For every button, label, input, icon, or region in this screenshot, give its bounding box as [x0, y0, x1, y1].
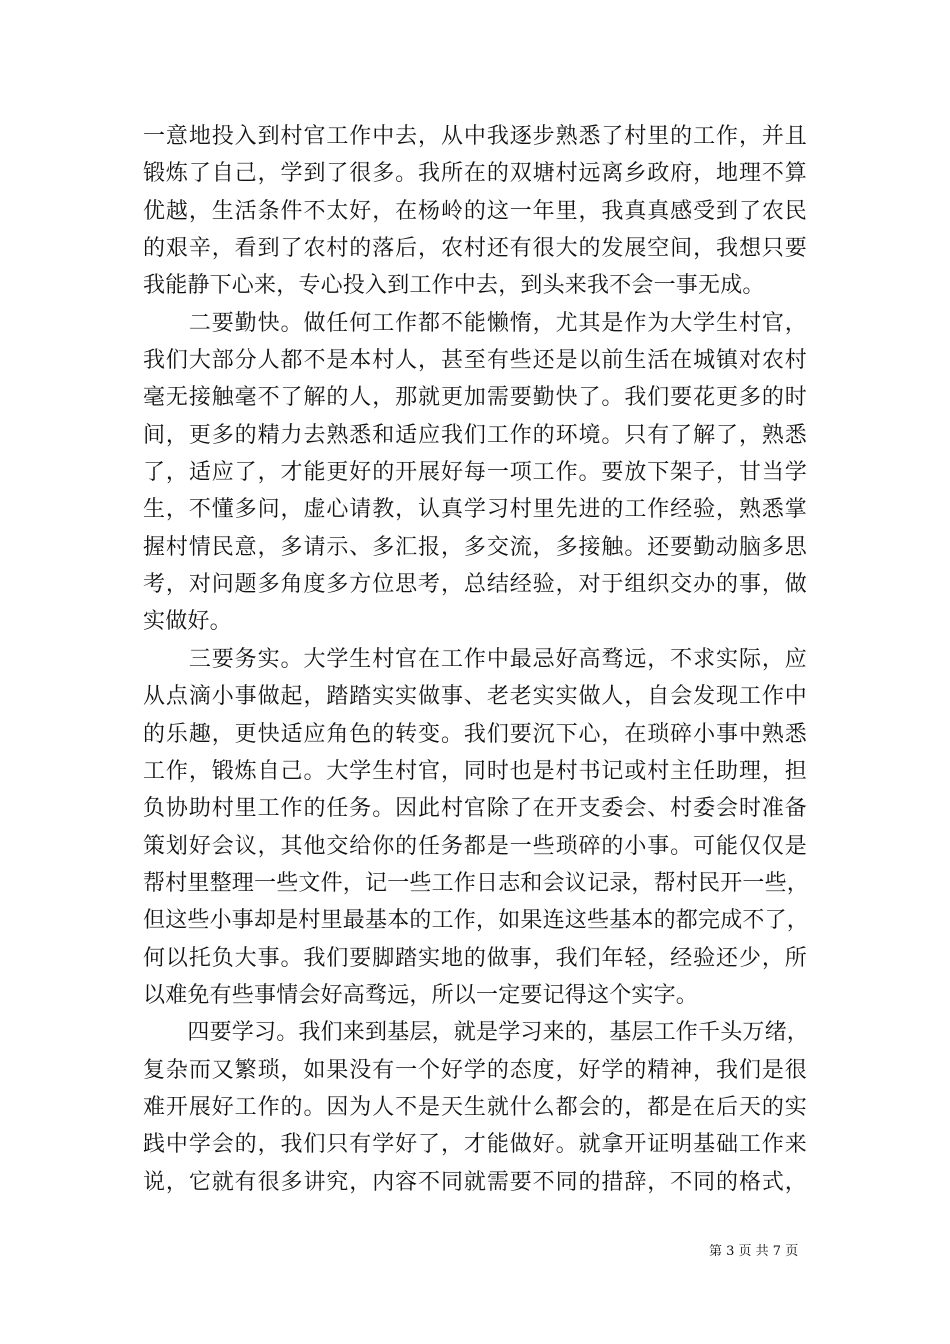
- text-line: 二要勤快。做任何工作都不能懒惰，尤其是作为大学生村官，: [143, 310, 807, 336]
- text-line: 一意地投入到村官工作中去，从中我逐步熟悉了村里的工作，并且: [143, 124, 807, 149]
- text-line: 握村情民意，多请示、多汇报，多交流，多接触。还要勤动脑多思: [143, 534, 807, 560]
- text-line: 以难免有些事情会好高骛远，所以一定要记得这个实字。: [143, 982, 699, 1008]
- text-line: 我们大部分人都不是本村人，甚至有些还是以前生活在城镇对农村: [143, 348, 807, 374]
- text-line: 实做好。: [143, 609, 232, 635]
- text-line: 的艰辛，看到了农村的落后，农村还有很大的发展空间，我想只要: [143, 236, 807, 262]
- text-line: 策划好会议，其他交给你的任务都是一些琐碎的小事。可能仅仅是: [143, 833, 807, 859]
- text-line: 四要学习。我们来到基层，就是学习来的，基层工作千头万绪，: [143, 1020, 810, 1046]
- text-line: 说，它就有很多讲究，内容不同就需要不同的措辞，不同的格式，: [143, 1169, 807, 1195]
- paragraph-1: [143, 118, 807, 305]
- body-text: [143, 118, 810, 1201]
- text-line: 优越，生活条件不太好，在杨岭的这一年里，我真真感受到了农民: [143, 198, 807, 224]
- paragraph-4: [143, 1014, 810, 1201]
- text-line: 从点滴小事做起，踏踏实实做事、老老实实做人，自会发现工作中: [143, 684, 807, 710]
- text-line: 难开展好工作的。因为人不是天生就什么都会的，都是在后天的实: [143, 1094, 807, 1120]
- text-line: 但这些小事却是村里最基本的工作，如果连这些基本的都完成不了，: [143, 908, 810, 934]
- text-line: 负协助村里工作的任务。因此村官除了在开支委会、村委会时准备: [143, 796, 807, 822]
- text-line: 锻炼了自己，学到了很多。我所在的双塘村远离乡政府，地理不算: [143, 161, 807, 187]
- text-line: 我能静下心来，专心投入到工作中去，到头来我不会一事无成。: [143, 273, 765, 299]
- text-line: 的乐趣，更快适应角色的转变。我们要沉下心，在琐碎小事中熟悉: [143, 721, 807, 747]
- paragraph-3: [143, 641, 810, 1014]
- text-line: 间，更多的精力去熟悉和适应我们工作的环境。只有了解了，熟悉: [143, 422, 807, 448]
- text-line: 工作，锻炼自己。大学生村官，同时也是村书记或村主任助理，担: [143, 758, 807, 784]
- text-line: 帮村里整理一些文件，记一些工作日志和会议记录，帮村民开一些，: [143, 870, 810, 896]
- text-line: 践中学会的，我们只有学好了，才能做好。就拿开证明基础工作来: [143, 1132, 807, 1158]
- text-line: 考，对问题多角度多方位思考，总结经验，对于组织交办的事，做: [143, 572, 807, 598]
- text-line: 了，适应了，才能更好的开展好每一项工作。要放下架子，甘当学: [143, 460, 807, 486]
- page-number: 第 3 页 共 7 页: [709, 1244, 799, 1259]
- text-line: 复杂而又繁琐，如果没有一个好学的态度，好学的精神，我们是很: [143, 1057, 807, 1083]
- text-line: 三要务实。大学生村官在工作中最忌好高骛远，不求实际，应: [143, 646, 807, 672]
- text-line: 生，不懂多问，虚心请教，认真学习村里先进的工作经验，熟悉掌: [143, 497, 807, 523]
- text-line: 何以托负大事。我们要脚踏实地的做事，我们年轻，经验还少，所: [143, 945, 807, 971]
- paragraph-2: [143, 305, 807, 641]
- text-line: 毫无接触毫不了解的人，那就更加需要勤快了。我们要花更多的时: [143, 385, 807, 411]
